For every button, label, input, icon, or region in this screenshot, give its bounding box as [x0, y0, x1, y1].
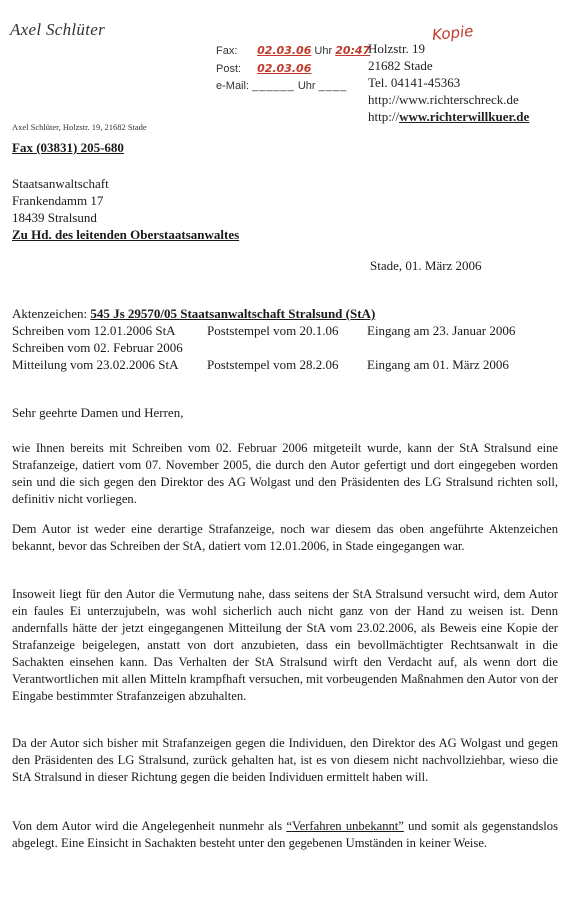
fax-time-label: Uhr — [314, 45, 333, 57]
website-link-2-domain: www.richterwillkuer.de — [399, 109, 530, 124]
recipient-line-1: Staatsanwaltschaft — [12, 176, 109, 191]
return-address: Axel Schlüter, Holzstr. 19, 21682 Stade — [12, 122, 147, 132]
body-paragraph-5-end: und somit als gegenstandslos abgelegt. Eine Einsicht in Sachakten besteht unter den gegebenen Umständen in keiner Weise. — [12, 819, 558, 850]
post-label: Post: — [216, 63, 242, 75]
reference-row-1-letter: Schreiben vom 12.01.2006 StA — [12, 323, 176, 338]
reference-label: Aktenzeichen: — [12, 306, 91, 321]
recipient-line-2: Frankendamm 17 — [12, 193, 104, 208]
recipient-fax-number: Fax (03831) 205-680 — [12, 140, 124, 155]
reference-block — [12, 305, 515, 373]
copy-stamp: Kopie — [431, 21, 475, 45]
reference-number: 545 Js 29570/05 Staatsanwaltschaft Stralsund (StA) — [90, 306, 376, 321]
reference-row-1-received: Eingang am 23. Januar 2006 — [367, 323, 516, 338]
fax-label: Fax: — [216, 45, 238, 57]
reference-row-3-notice: Mitteilung vom 23.02.2006 StA — [12, 357, 179, 372]
post-log-line — [216, 60, 370, 78]
body-paragraph-3: Insoweit liegt für den Autor die Vermutung nahe, dass seitens der StA Stralsund versucht wird, dem Autor ein faules Ei unterzujubeln, was wohl sicherlich auch nicht ganz von der Hand zu weisen ist. Denn andernfalls hätte der jetzt eingegangenen Mitteilung der StA vom 23.02.2006, als Beweis eine Kopie der Strafanzeige beigelegen, anstatt von dort anzubieten, dass ein bevollmächtigter Rechtsanwalt in die Sachakten einsehen kann. Das Verhalten der StA Stralsund wirft den Verdacht auf, als wenn dort die Verantwortlichen mit allen Mitteln krampfhaft versuchen, mit vorbeugenden Maßnahmen den Autor von der Eingabe bestimmter Strafanzeigen abzuhalten. — [12, 587, 558, 703]
reference-row-3 — [12, 356, 515, 373]
reference-row-2-letter: Schreiben vom 02. Februar 2006 — [12, 340, 183, 355]
reference-row-1-postmark: Poststempel vom 20.1.06 — [207, 323, 339, 338]
reference-row-3-postmark: Poststempel vom 28.2.06 — [207, 357, 339, 372]
sender-name-letterhead: Axel Schlüter — [10, 20, 106, 39]
letter-date: Stade, 01. März 2006 — [370, 258, 482, 273]
website-link-2-prefix: http:// — [368, 109, 400, 124]
transmission-log — [216, 42, 370, 95]
quoted-phrase: “Verfahren unbekannt” — [286, 819, 404, 833]
body-paragraph-4: Da der Autor sich bisher mit Strafanzeigen gegen die Individuen, den Direktor des AG Wolgast und gegen den Präsidenten des LG Stralsund, zurück gehalten hat, ist es von diesem nicht nachvollziehbar, wieso die StA Stralsund in dieser Richtung gegen die beiden Individuen ermittelt haben will. — [12, 736, 558, 784]
recipient-address — [12, 175, 239, 243]
reference-row-3-received: Eingang am 01. März 2006 — [367, 357, 509, 372]
email-label: e-Mail: — [216, 80, 250, 92]
body-paragraph-1: wie Ihnen bereits mit Schreiben vom 02. Februar 2006 mitgeteilt wurde, kann der StA Stralsund eine Strafanzeige, datiert vom 07. November 2005, die durch den Autor gefertigt und dort eingegeben worden sein und die sich gegen den Direktor des AG Wolgast und den Präsidenten des LG Stralsund richten soll, definitiv nicht vorliegen. — [12, 441, 558, 506]
post-date: 02.03.06 — [257, 62, 312, 75]
sender-street: Holzstr. 19 — [368, 41, 426, 56]
email-time-blank: ____ — [318, 80, 348, 92]
website-link-2[interactable] — [368, 108, 529, 125]
fax-log-line — [216, 42, 370, 60]
reference-number-line — [12, 305, 515, 322]
reference-row-2 — [12, 339, 515, 356]
recipient-attention: Zu Hd. des leitenden Oberstaatsanwaltes — [12, 227, 240, 242]
body-paragraph-5 — [12, 818, 558, 852]
website-link-1[interactable]: http://www.richterschreck.de — [368, 92, 519, 107]
email-log-line — [216, 78, 370, 95]
sender-city: 21682 Stade — [368, 58, 433, 73]
email-time-label: Uhr — [297, 80, 316, 92]
email-date-blank: ______ — [252, 80, 295, 92]
body-paragraph-2: Dem Autor ist weder eine derartige Strafanzeige, noch war diesem das oben angeführte Aktenzeichen bekannt, bevor das Schreiben der StA, datiert vom 12.01.2006, in Stade eingegangen war. — [12, 522, 558, 553]
fax-date: 02.03.06 — [257, 44, 312, 57]
body-paragraph-5-start: Von dem Autor wird die Angelegenheit nunmehr als — [12, 819, 287, 833]
recipient-line-3: 18439 Stralsund — [12, 210, 97, 225]
salutation: Sehr geehrte Damen und Herren, — [12, 405, 184, 420]
fax-time: 20:47 — [335, 44, 371, 57]
sender-contact-block — [368, 40, 529, 125]
reference-row-1 — [12, 322, 515, 339]
sender-phone: Tel. 04141-45363 — [368, 75, 461, 90]
